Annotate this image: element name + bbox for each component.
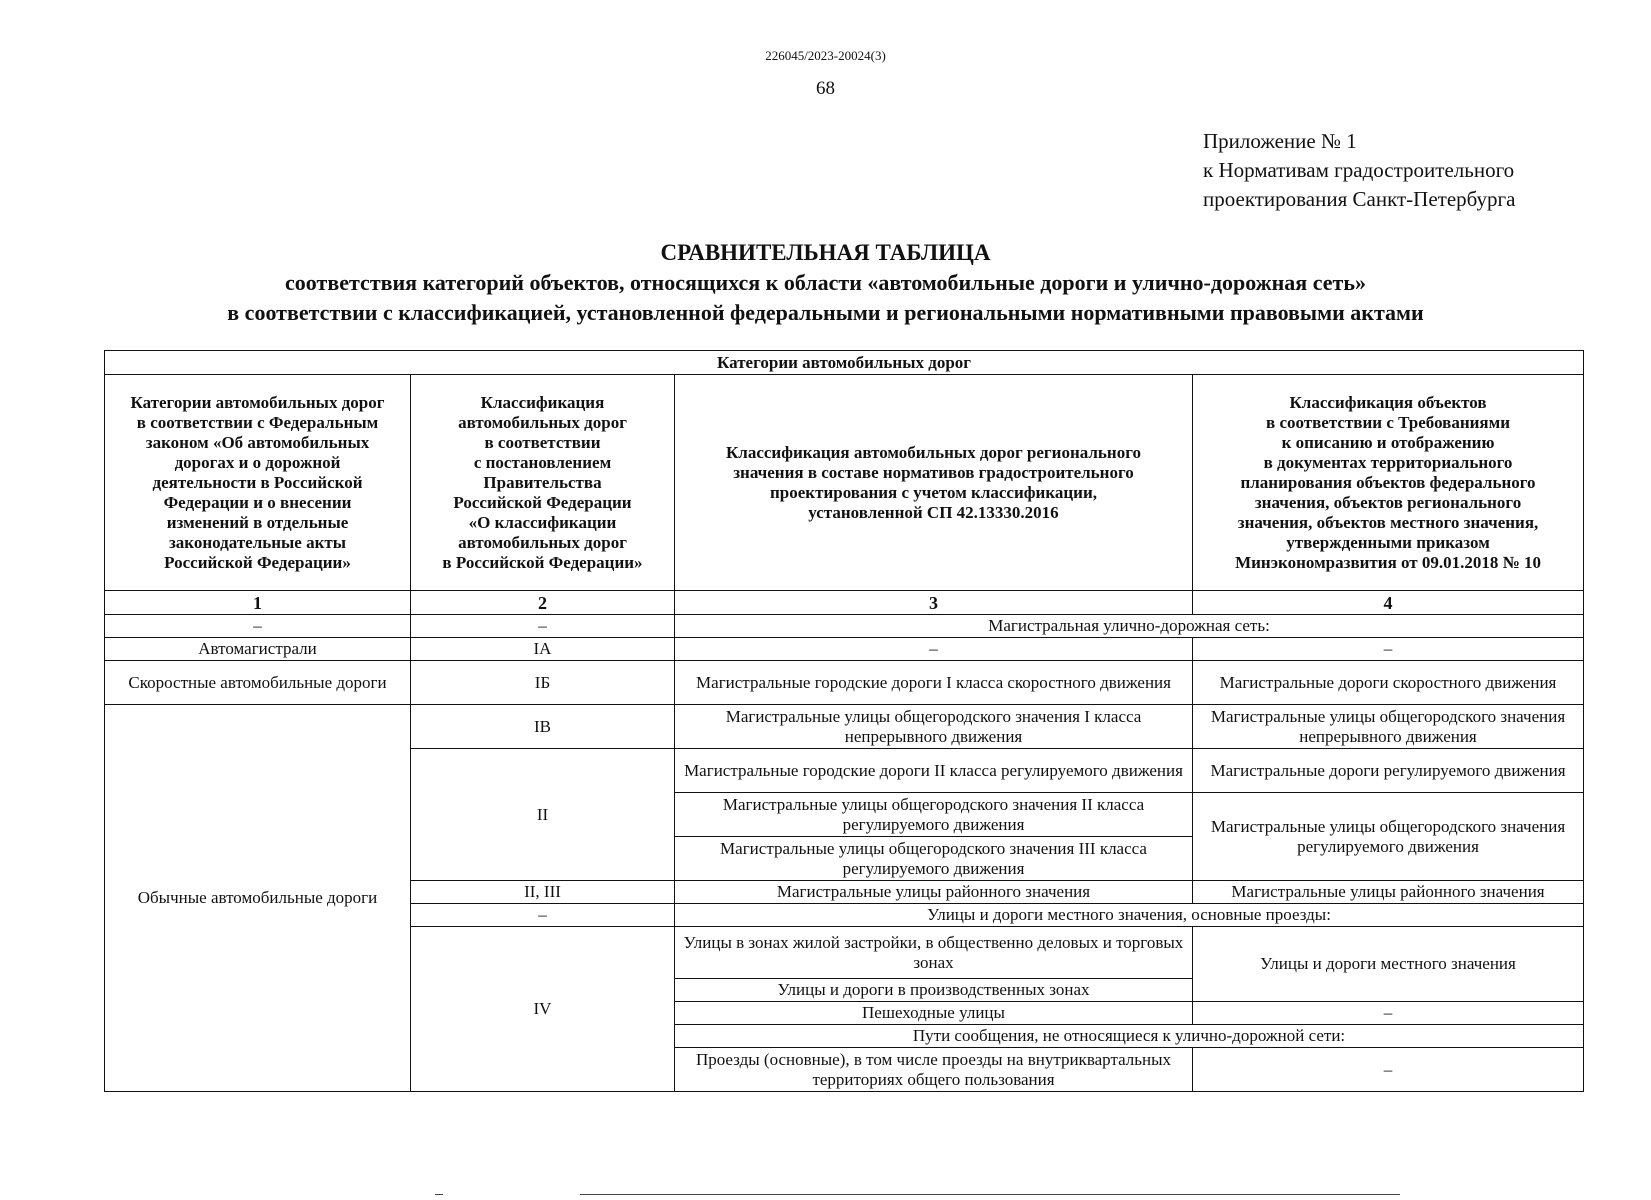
- document-title: [0, 238, 1651, 328]
- table-cell: IV: [411, 927, 675, 1092]
- scan-artifact: [580, 1194, 1400, 1195]
- table-cell: IВ: [411, 705, 675, 749]
- table-cell: II: [411, 749, 675, 881]
- table-cell: Магистральные улицы общегородского значения I класса непрерывного движения: [675, 705, 1193, 749]
- table-cell: –: [1193, 1002, 1584, 1025]
- table-cell: –: [1193, 638, 1584, 661]
- table-cell: IБ: [411, 661, 675, 705]
- col-number: 3: [675, 591, 1193, 615]
- table-cell: Магистральные улицы общегородского значения непрерывного движения: [1193, 705, 1584, 749]
- section-row: Магистральная улично-дорожная сеть:: [675, 615, 1584, 638]
- table-cell: Магистральные городские дороги I класса скоростного движения: [675, 661, 1193, 705]
- table-cell: –: [411, 615, 675, 638]
- table-cell: –: [675, 638, 1193, 661]
- table-cell: Улицы и дороги местного значения: [1193, 927, 1584, 1002]
- section-row: Улицы и дороги местного значения, основные проезды:: [675, 904, 1584, 927]
- table-cell: II, III: [411, 881, 675, 904]
- table-cell: –: [411, 904, 675, 927]
- table-cell: Улицы в зонах жилой застройки, в общественно деловых и торговых зонах: [675, 927, 1193, 979]
- table-cell: Обычные автомобильные дороги: [105, 705, 411, 1092]
- table-cell: Магистральные улицы общегородского значения III класса регулируемого движения: [675, 837, 1193, 881]
- document-number: 226045/2023-20024(3): [765, 48, 886, 63]
- table-cell: Автомагистрали: [105, 638, 411, 661]
- table-cell: Магистральные городские дороги II класса регулируемого движения: [675, 749, 1193, 793]
- col3-header: Классификация автомобильных дорог регионального значения в составе нормативов градостроительного проектирования с учетом классификации, установленной СП 42.13330.2016: [675, 375, 1193, 591]
- appendix-line: проектирования Санкт-Петербурга: [1203, 187, 1516, 211]
- table-cell: –: [105, 615, 411, 638]
- appendix-line: Приложение № 1: [1203, 129, 1357, 153]
- page-number: 68: [816, 78, 835, 99]
- table-cell: Магистральные улицы общегородского значения II класса регулируемого движения: [675, 793, 1193, 837]
- table-cell: Улицы и дороги в производственных зонах: [675, 979, 1193, 1002]
- section-row: Пути сообщения, не относящиеся к улично-дорожной сети:: [675, 1025, 1584, 1048]
- col1-header: Категории автомобильных дорог в соответствии с Федеральным законом «Об автомобильных дорогах и о дорожной деятельности в Российской Федерации и о внесении изменений в отдельные законодательные акты Российской Федерации»: [105, 375, 411, 591]
- comparison-table: [104, 350, 1584, 1092]
- title-subtitle: в соответствии с классификацией, установленной федеральными и региональными нормативными правовыми актами: [227, 300, 1424, 325]
- table-cell: Скоростные автомобильные дороги: [105, 661, 411, 705]
- col-number: 4: [1193, 591, 1584, 615]
- col4-header: Классификация объектов в соответствии с Требованиями к описанию и отображению в документах территориального планирования объектов федерального значения, объектов регионального значения, объектов местного значения, утвержденными приказом Минэкономразвития от 09.01.2018 № 10: [1193, 375, 1584, 591]
- col-number: 2: [411, 591, 675, 615]
- table-cell: Пешеходные улицы: [675, 1002, 1193, 1025]
- appendix-line: к Нормативам градостроительного: [1203, 158, 1515, 182]
- table-cell: Магистральные улицы районного значения: [675, 881, 1193, 904]
- col-number: 1: [105, 591, 411, 615]
- table-cell: Проезды (основные), в том числе проезды на внутриквартальных территориях общего пользования: [675, 1048, 1193, 1092]
- table-cell: IА: [411, 638, 675, 661]
- table-cell: Магистральные улицы районного значения: [1193, 881, 1584, 904]
- appendix-reference: [1203, 127, 1515, 214]
- group-header: Категории автомобильных дорог: [105, 351, 1584, 375]
- title-main: СРАВНИТЕЛЬНАЯ ТАБЛИЦА: [660, 240, 991, 265]
- table-cell: Магистральные улицы общегородского значения регулируемого движения: [1193, 793, 1584, 881]
- col2-header: Классификация автомобильных дорог в соответствии с постановлением Правительства Российской Федерации «О классификации автомобильных дорог в Российской Федерации»: [411, 375, 675, 591]
- table-cell: Магистральные дороги скоростного движения: [1193, 661, 1584, 705]
- scan-artifact: [435, 1194, 443, 1195]
- table-cell: Магистральные дороги регулируемого движения: [1193, 749, 1584, 793]
- title-subtitle: соответствия категорий объектов, относящихся к области «автомобильные дороги и улично-дорожная сеть»: [285, 270, 1366, 295]
- table-cell: –: [1193, 1048, 1584, 1092]
